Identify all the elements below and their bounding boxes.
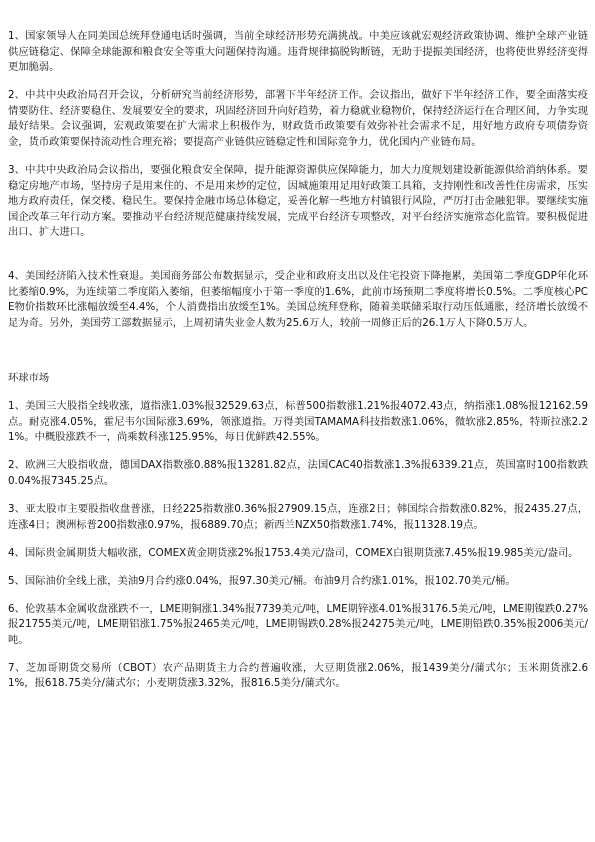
document-page <box>8 29 588 704</box>
news-item-2: 2、中共中央政治局召开会议，分析研究当前经济形势，部署下半年经济工作。会议指出，做好下半年经济工作，要全面落实疫情要防住、经济要稳住、发展要安全的要求，巩固经济回升向好趋势，着力稳就业稳物价，保持经济运行在合理区间，力争实现最好结果。会议强调，宏观政策要在扩大需求上积极作为，财政货币政策要有效弥补社会需求不足，用好地方政府专项债券资金，货币政策要保持流动性合理充裕；要提高产业链供应链稳定性和国际竞争力，优化国内产业链布局。 <box>8 89 588 148</box>
news-item-1: 1、国家领导人在同美国总统拜登通电话时强调，当前全球经济形势充满挑战。中美应该就宏观经济政策协调、维护全球产业链供应链稳定、保障全球能源和粮食安全等重大问题保持沟通。违背规律搞脱钩断链，无助于提振美国经济，也将使世界经济变得更加脆弱。 <box>8 30 588 74</box>
section-title-global-market: 环球市场 <box>8 372 50 385</box>
news-item-3: 3、中共中央政治局会议指出，要强化粮食安全保障，提升能源资源供应保障能力，加大力度规划建设新能源供给消纳体系。要稳定房地产市场，坚持房子是用来住的、不是用来炒的定位，因城施策用足用好政策工具箱，支持刚性和改善性住房需求，压实地方政府责任，保交楼、稳民生。要保持金融市场总体稳定，妥善化解一些地方村镇银行风险，严厉打击金融犯罪。要继续实施国企改革三年行动方案。要推动平台经济规范健康持续发展，完成平台经济专项整改，对平台经济实施常态化监管。要积极促进出口、扩大进口。 <box>8 163 588 239</box>
market-item-5: 5、国际油价全线上涨，美油9月合约涨0.04%，报97.30美元/桶。布油9月合约涨1.01%，报102.70美元/桶。 <box>8 574 516 587</box>
market-item-3: 3、亚太股市主要股指收盘普涨，日经225指数涨0.36%报27909.15点，连涨2日；韩国综合指数涨0.82%，报2435.27点，连涨4日；澳洲标普200指数涨0.97%，报6889.70点；新西兰NZX50指数涨1.74%，报11328.19点。 <box>8 503 588 531</box>
market-item-1: 1、美国三大股指全线收涨，道指涨1.03%报32529.63点，标普500指数涨1.21%报4072.43点，纳指涨1.08%报12162.59点。耐克涨4.05%，霍尼韦尔国际涨3.69%，领涨道指。万得美国TAMAMA科技指数涨1.06%，微软涨2.85%，特斯拉涨2.21%。中概股涨跌不一，尚乘数科涨125.95%，每日优鲜跌42.55%。 <box>8 400 588 444</box>
market-item-7: 7、芝加哥期货交易所（CBOT）农产品期货主力合约普遍收涨，大豆期货涨2.06%，报1439美分/蒲式尔；玉米期货涨2.61%，报618.75美分/蒲式尔；小麦期货涨3.32%，报816.5美分/蒲式尔。 <box>8 661 588 690</box>
market-item-4: 4、国际贵金属期货大幅收涨，COMEX黄金期货涨2%报1753.4美元/盎司，COMEX白银期货涨7.45%报19.985美元/盎司。 <box>8 546 579 559</box>
market-item-6: 6、伦敦基本金属收盘涨跌不一，LME期铜涨1.34%报7739美元/吨，LME期锌涨4.01%报3176.5美元/吨，LME期镍跌0.27%报21755美元/吨，LME期铝涨1.75%报2465美元/吨，LME期锡跌0.28%报24275美元/吨，LME期铅跌0.35%报2006美元/吨。 <box>8 602 588 646</box>
market-item-2: 2、欧洲三大股指收盘，德国DAX指数涨0.88%报13281.82点，法国CAC40指数涨1.3%报6339.21点，英国富时100指数跌0.04%报7345.25点。 <box>8 459 588 488</box>
news-item-4: 4、美国经济陷入技术性衰退。美国商务部公布数据显示，受企业和政府支出以及住宅投资下降拖累，美国第二季度GDP年化环比萎缩0.9%，为连续第二季度陷入萎缩，但萎缩幅度小于第一季度的1.6%，此前市场预期二季度将增长0.5%。二季度核心PCE物价指数环比涨幅放缓至4.4%，个人消费指出放缓至1%。美国总统拜登称，随着美联储采取行动压低通胀，经济增长放缓不足为奇。另外，美国劳工部数据显示，上周初请失业金人数为25.6万人，较前一周修正后的26.1万人下降0.5万人。 <box>8 269 588 329</box>
